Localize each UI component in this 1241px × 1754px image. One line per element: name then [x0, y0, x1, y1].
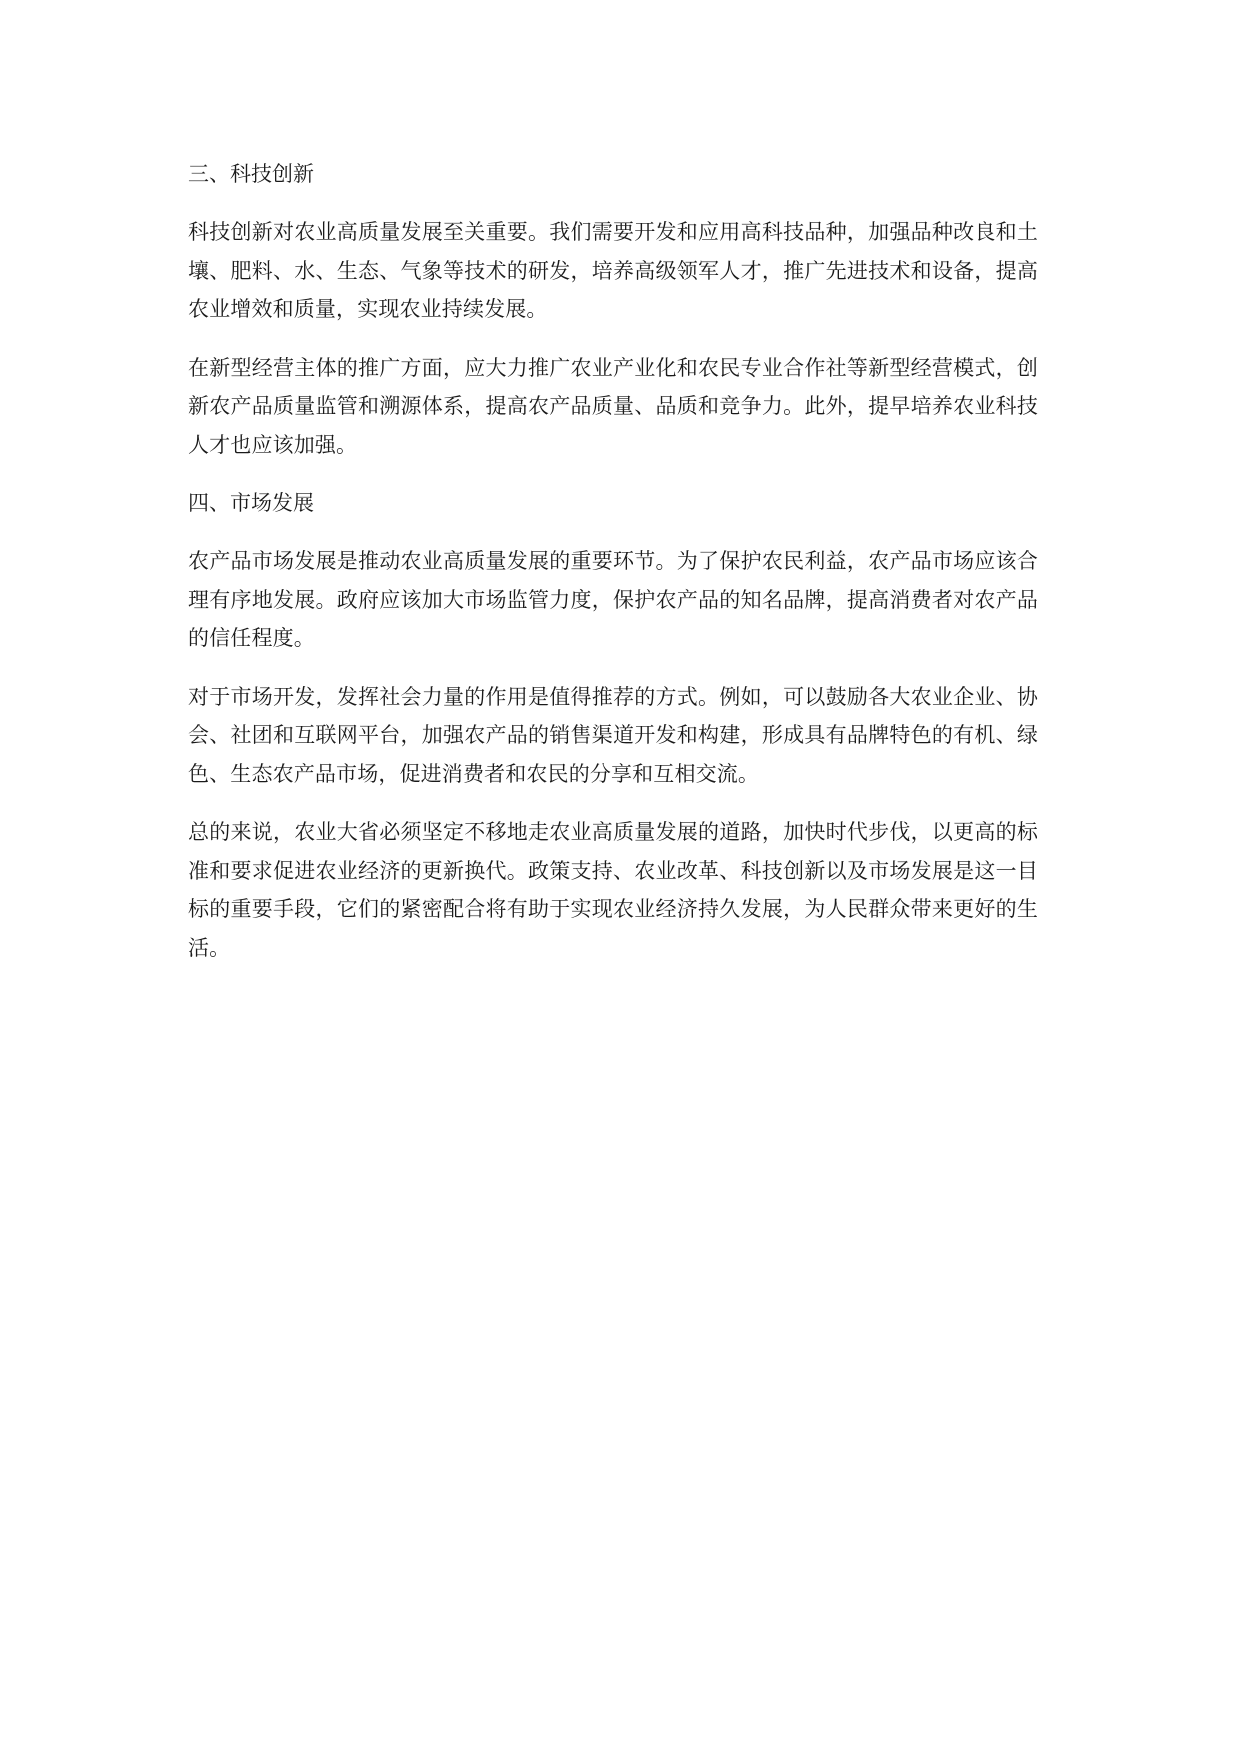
section-heading-market-development: 四、市场发展: [188, 491, 314, 515]
paragraph: 对于市场开发，发挥社会力量的作用是值得推荐的方式。例如，可以鼓励各大农业企业、协会、社团和互联网平台，加强农产品的销售渠道开发和构建，形成具有品牌特色的有机、绿色、生态农产品市场，促进消费者和农民的分享和互相交流。: [188, 684, 1038, 786]
document-body: [188, 155, 1038, 987]
paragraph: 总的来说，农业大省必须坚定不移地走农业高质量发展的道路，加快时代步伐，以更高的标准和要求促进农业经济的更新换代。政策支持、农业改革、科技创新以及市场发展是这一目标的重要手段，它们的紧密配合将有助于实现农业经济持久发展，为人民群众带来更好的生活。: [188, 820, 1038, 960]
section-heading-tech-innovation: 三、科技创新: [188, 162, 314, 186]
paragraph: 科技创新对农业高质量发展至关重要。我们需要开发和应用高科技品种，加强品种改良和土壤、肥料、水、生态、气象等技术的研发，培养高级领军人才，推广先进技术和设备，提高农业增效和质量，实现农业持续发展。: [188, 220, 1038, 321]
paragraph: 在新型经营主体的推广方面，应大力推广农业产业化和农民专业合作社等新型经营模式，创新农产品质量监管和溯源体系，提高农产品质量、品质和竞争力。此外，提早培养农业科技人才也应该加强。: [188, 355, 1038, 457]
paragraph: 农产品市场发展是推动农业高质量发展的重要环节。为了保护农民利益，农产品市场应该合理有序地发展。政府应该加大市场监管力度，保护农产品的知名品牌，提高消费者对农产品的信任程度。: [188, 549, 1038, 650]
